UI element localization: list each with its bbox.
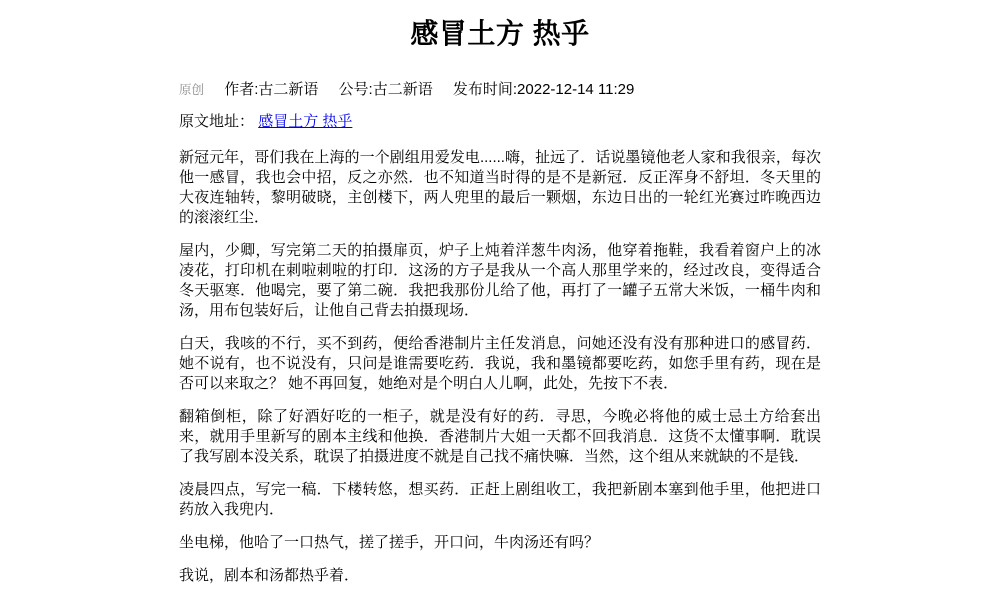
source-row (179, 110, 821, 131)
account-label: 公号:古二新语 (338, 81, 433, 98)
publish-time-label: 发布时间:2022-12-14 11:29 (452, 81, 635, 98)
source-link[interactable]: 感冒土方 热乎 (258, 113, 353, 130)
paragraph: 翻箱倒柜，除了好酒好吃的一柜子，就是没有好的药．寻思，今晚必将他的威士忌土方给套出来，就用手里新写的剧本主线和他换．香港制片大姐一天都不回我消息．这货不太懂事啊．耽误了我写剧本没关系，耽误了拍摄进度不就是自己找不痛快嘛．当然，这个组从来就缺的不是钱． (179, 408, 821, 465)
paragraph: 凌晨四点，写完一稿．下楼转悠，想买药．正赶上剧组收工，我把新剧本塞到他手里，他把进口药放入我兜内． (179, 481, 821, 518)
article-page (179, 0, 821, 586)
original-badge: 原创 (179, 83, 205, 97)
author-label: 作者:古二新语 (224, 81, 319, 98)
paragraph: 新冠元年，哥们我在上海的一个剧组用爱发电......嗨，扯远了．话说墨镜他老人家和我很亲，每次他一感冒，我也会中招，反之亦然．也不知道当时得的是不是新冠．反正浑身不舒坦．冬天里的大夜连轴转，黎明破晓，主创楼下，两人兜里的最后一颗烟，东边日出的一轮红光赛过昨晚西边的滚滚红尘． (179, 149, 821, 226)
paragraph: 我说，剧本和汤都热乎着． (179, 567, 360, 584)
article-body (179, 148, 821, 586)
paragraph: 坐电梯，他哈了一口热气，搓了搓手，开口问，牛肉汤还有吗？ (179, 534, 600, 551)
paragraph: 白天，我咳的不行，买不到药，便给香港制片主任发消息，问她还没有没有那种进口的感冒药．她不说有，也不说没有，只问是谁需要吃药．我说，我和墨镜都要吃药，如您手里有药，现在是否可以来取之？ 她不再回复，她绝对是个明白人儿啊，此处，先按下不表． (179, 335, 821, 392)
article-meta (179, 78, 821, 99)
source-label: 原文地址： (179, 113, 255, 130)
page-title: 感冒土方 热乎 (410, 18, 590, 49)
paragraph: 屋内，少卿，写完第二天的拍摄扉页，炉子上炖着洋葱牛肉汤，他穿着拖鞋，我看着窗户上的冰凌花，打印机在刺啦刺啦的打印．这汤的方子是我从一个高人那里学来的，经过改良，变得适合冬天驱寒．他喝完，要了第二碗．我把我那份儿给了他，再打了一罐子五常大米饭，一桶牛肉和汤，用布包装好后，让他自己背去拍摄现场． (179, 242, 821, 319)
